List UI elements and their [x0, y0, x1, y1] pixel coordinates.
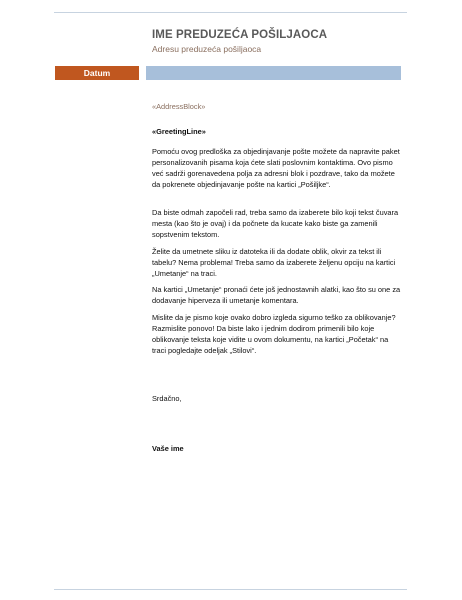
body-paragraph-3[interactable]: Želite da umetnete sliku iz datoteka ili da dodate oblik, okvir za tekst ili tabelu? Nema problema! Treba samo da izaberete željenu opciju na kartici „Umetanje“ na traci. [152, 247, 396, 278]
body-paragraph-4[interactable]: Na kartici „Umetanje“ pronaći ćete još jednostavnih alatki, kao što su one za dodavanje hiperveza ili umetanje komentara. [152, 285, 401, 305]
accent-bar [146, 66, 401, 80]
body-paragraph-2[interactable]: Da biste odmah započeli rad, treba samo da izaberete bilo koji tekst čuvara mesta (kao što je ovaj) i da počnete da kucate kako biste ga zamenili sopstvenim tekstom. [152, 208, 399, 239]
company-name[interactable]: IME PREDUZEĆA POŠILJAOCA [152, 29, 328, 41]
greeting-line-field[interactable]: «GreetingLine» [152, 127, 206, 136]
closing-text[interactable]: Srdačno, [152, 394, 182, 403]
bottom-rule [54, 589, 407, 590]
body-paragraph-1[interactable]: Pomoću ovog predloška za objedinjavanje pošte možete da napravite paket personalizovanih pisama koja ćete slati poslovnim kontaktima. Ovo pismo već sadrži gorenavedena polja za adresni blok i pozdrave, tako da možete da pokrenete objedinjavanje pošte na kartici „Pošiljke“. [152, 147, 400, 189]
top-rule [54, 12, 407, 13]
signature-name[interactable]: Vaše ime [152, 444, 184, 453]
body-paragraph-5[interactable]: Mislite da je pismo koje ovako dobro izgleda sigurno teško za oblikovanje? Razmislite ponovo! Da biste lako i jednim dodirom primenili bilo koje oblikovanje teksta koje vidite u ovom dokumentu, na kartici „Početak“ na traci pogledajte odeljak „Stilovi“. [152, 313, 396, 355]
date-field[interactable]: Datum [55, 66, 139, 80]
company-address[interactable]: Adresu preduzeća pošiljaoca [152, 44, 262, 54]
address-block-field[interactable]: «AddressBlock» [152, 102, 206, 111]
